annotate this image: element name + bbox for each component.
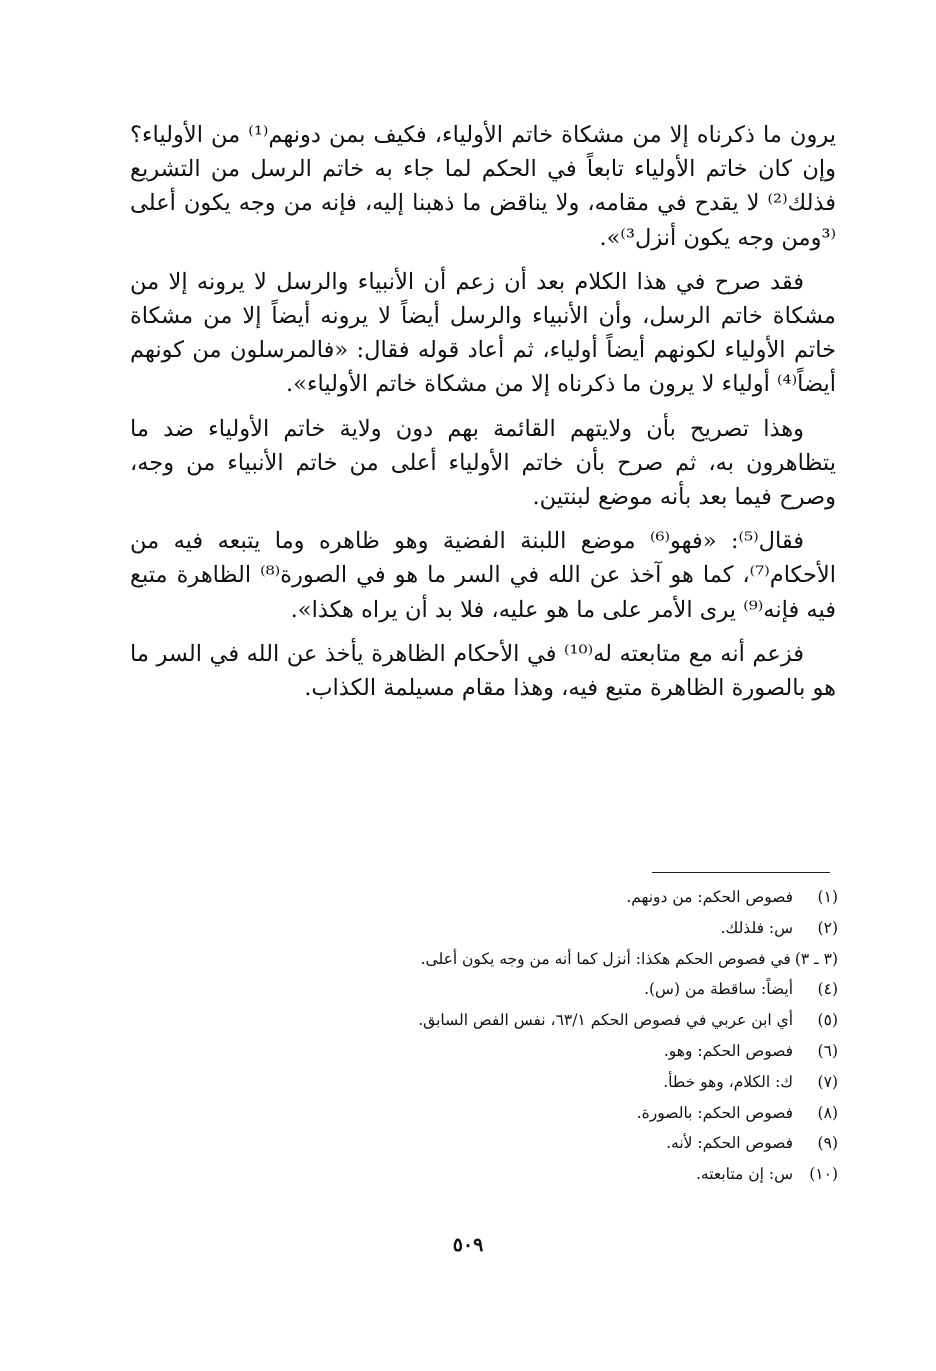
footnote-number: (٢) [817, 918, 838, 937]
footnote-number: (٣ ـ ٣) [794, 949, 838, 968]
footnote-8 [130, 1098, 838, 1129]
footnote-number: (٩) [817, 1134, 838, 1153]
footnote-text: فصوص الحكم: من دونهم. [626, 888, 794, 906]
footnote-number: (١) [817, 888, 838, 906]
footnote-3 [130, 944, 838, 975]
footnote-divider [652, 872, 830, 873]
footnote-number: (٦) [817, 1041, 838, 1060]
footnote-text: في فصوص الحكم هكذا: أنزل كما أنه من وجه يكون أعلى. [420, 949, 791, 968]
footnote-number: (١٠) [809, 1165, 838, 1184]
footnote-1 [130, 882, 838, 913]
footnote-text: فصوص الحكم: لأنه. [666, 1134, 794, 1153]
page-number: ٥٠٩ [452, 1234, 484, 1256]
footnote-text: أي ابن عربي في فصوص الحكم ٦٣/١، نفس الفص السابق. [418, 1011, 794, 1030]
footnote-5 [130, 1005, 838, 1036]
footnote-10 [130, 1159, 838, 1190]
paragraph-1: يرون ما ذكرناه إلا من مشكاة خاتم الأولياء، فكيف بمن دونهم⁽¹⁾ من الأولياء؟ وإن كان خاتم الأولياء تابعاً في الحكم لما جاء به خاتم الرسل من التشريع فذلك⁽²⁾ لا يقدح في مقامه، ولا يناقض ما ذهبنا إليه، فإنه من وجه يكون أعلى ⁽³ومن وجه يكون أنزل³⁾». [130, 122, 836, 251]
paragraph-3: وهذا تصريح بأن ولايتهم القائمة بهم دون ولاية خاتم الأولياء ضد ما يتظاهرون به، ثم صرح بأن خاتم الأولياء أعلى من خاتم الأنبياء من وجه، وصرح فيما بعد بأنه موضع لبنتين. [130, 415, 836, 511]
footnote-number: (٤) [817, 980, 838, 999]
footnote-6 [130, 1036, 838, 1067]
footnote-text: س: إن متابعته. [695, 1165, 794, 1184]
main-text [130, 118, 836, 715]
footnotes [130, 882, 838, 1190]
footnote-9 [130, 1128, 838, 1159]
paragraph-4: فقال⁽⁵⁾: «فهو⁽⁶⁾ موضع اللبنة الفضية وهو ظاهره وما يتبعه فيه من الأحكام⁽⁷⁾، كما هو آخذ عن الله في السر ما هو في الصورة⁽⁸⁾ الظاهرة متبع فيه فإنه⁽⁹⁾ يرى الأمر على ما هو عليه، فلا بد أن يراه هكذا». [130, 528, 836, 623]
footnote-text: س: فلذلك. [720, 918, 794, 937]
paragraph-5: فزعم أنه مع متابعته له⁽¹⁰⁾ في الأحكام الظاهرة يأخذ عن الله في السر ما هو بالصورة الظاهرة متبع فيه، وهذا مقام مسيلمة الكذاب. [130, 640, 836, 702]
footnote-number: (٥) [817, 1011, 838, 1030]
footnote-text: فصوص الحكم: وهو. [663, 1041, 794, 1060]
footnote-text: ك: الكلام، وهو خطأ. [663, 1072, 794, 1091]
footnote-number: (٧) [817, 1072, 838, 1091]
footnote-2 [130, 913, 838, 944]
footnote-text: فصوص الحكم: بالصورة. [636, 1103, 794, 1122]
paragraph-2: فقد صرح في هذا الكلام بعد أن زعم أن الأنبياء والرسل لا يرونه إلا من مشكاة خاتم الرسل، وأن الأنبياء والرسل أيضاً لا يرونه أيضاً إلا من مشكاة خاتم الأولياء لكونهم أيضاً أولياء، ثم أعاد قوله فقال: «فالمرسلون من كونهم أيضاً⁽⁴⁾ أولياء لا يرون ما ذكرناه إلا من مشكاة خاتم الأولياء». [130, 268, 836, 398]
footnote-7 [130, 1067, 838, 1098]
footnote-4 [130, 974, 838, 1005]
footnote-number: (٨) [817, 1103, 838, 1122]
footnote-text: أيضاً: ساقطة من (س). [644, 980, 794, 999]
